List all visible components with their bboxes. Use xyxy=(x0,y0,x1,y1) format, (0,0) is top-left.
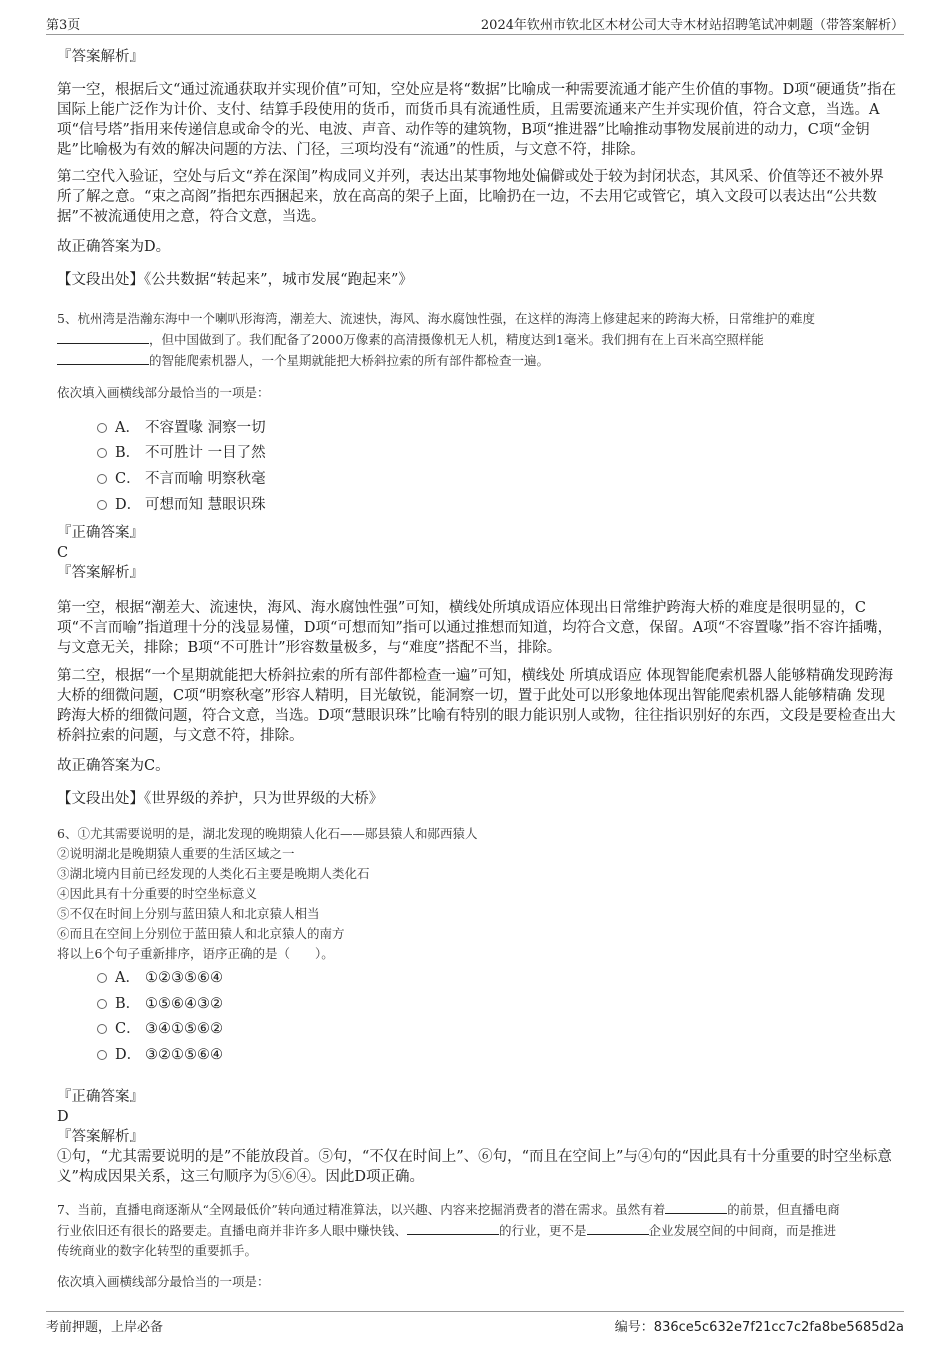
q7-prompt-block xyxy=(57,1272,897,1292)
q5-line3-text: 的智能爬索机器人，一个星期就能把大桥斜拉索的所有部件都检查一遍。 xyxy=(149,353,550,368)
q5-source-block xyxy=(57,789,897,809)
radio-icon[interactable] xyxy=(97,423,107,433)
q5-blank-1 xyxy=(57,329,149,344)
q6-answer-block xyxy=(57,1087,897,1187)
q6-line-2: ②说明湖北是晚期猿人重要的生活区域之一 xyxy=(57,846,295,861)
q5-analysis-para1-block xyxy=(57,598,897,658)
q5-analysis-para2: 第二空，根据“一个星期就能把大桥斜拉索的所有部件都检查一遍”可知，横线处 所填成语应 体现智能爬索机器人能够精确发现跨海大桥的细微问题，C项“明察秋毫”形容人精明，目光敏锐，能洞察一切，置于此处可以形象地体现出智能爬索机器人能够精确 发现跨海大桥的细微问题，符合文意，当选。D项“慧眼识珠”比喻有特别的眼力能识别人或物，往往指识别好的东西，文段是要检查出大桥斜拉索的问题，与文意不符，排除。 xyxy=(57,668,896,744)
radio-icon[interactable] xyxy=(97,1050,107,1060)
q7-blank-3 xyxy=(587,1220,649,1235)
q5-analysis-para2-block xyxy=(57,666,897,746)
q5-analysis-para1: 第一空，根据“潮差大、流速快，海风、海水腐蚀性强”可知，横线处所填成语应体现出日常维护跨海大桥的难度是很明显的，C项“不言而喻”指道理十分的浅显易懂，D项“可想而知”指可以通过推想而知道，均符合文意，保留。A项“不容置喙”指不容许插嘴，与文意无关，排除；B项“不可胜计”形容数量极多，与“难度”搭配不当，排除。 xyxy=(57,600,893,656)
q4-analysis-label-block xyxy=(57,47,897,67)
q5-conclusion-block xyxy=(57,756,897,776)
radio-icon[interactable] xyxy=(97,474,107,484)
q7-line2-text-c: 企业发展空间的中间商，而是推进 xyxy=(648,1223,837,1238)
q4-conclusion-block xyxy=(57,237,897,257)
q6-analysis-para1: ①句，“尤其需要说明的是”不能放段首。⑤句，“不仅在时间上”、⑥句，“而且在空间上”与④句的“因此具有十分重要的时空坐标意义”构成因果关系，这三句顺序为⑤⑥④。因此D项正确。 xyxy=(57,1149,892,1185)
q6-answer: D xyxy=(57,1109,69,1125)
q5-conclusion: 故正确答案为C。 xyxy=(57,758,170,774)
radio-icon[interactable] xyxy=(97,448,107,458)
q7-line1-text-b: 的前景，但直播电商 xyxy=(727,1202,840,1217)
q7-line2 xyxy=(57,1220,897,1241)
q6-line-6: ⑥而且在空间上分别位于蓝田猿人和北京猿人的南方 xyxy=(57,926,345,941)
q4-source: 【文段出处】《公共数据“转起来”，城市发展“跑起来”》 xyxy=(57,272,413,288)
q5-option-d-key: D． xyxy=(115,497,142,513)
q5-prompt-block xyxy=(57,383,897,403)
q5-answer-label: 『正确答案』 xyxy=(57,525,144,541)
footer-code-label: 编号： xyxy=(614,1320,654,1335)
q6-prompt: 将以上6个句子重新排序，语序正确的是（ ）。 xyxy=(57,946,334,961)
q5-line1: 5、杭州湾是浩瀚东海中一个喇叭形海湾，潮差大、流速快，海风、海水腐蚀性强，在这样的海湾上修建起来的跨海大桥，日常维护的难度 xyxy=(57,311,815,326)
q7-line3: 传统商业的数字化转型的重要抓手。 xyxy=(57,1243,258,1258)
q7-line1-text-a: 7、当前，直播电商逐渐从“全网最低价”转向通过精准算法，以兴趣、内容来挖掘消费者的潜在需求。虽然有着 xyxy=(57,1202,666,1217)
radio-icon[interactable] xyxy=(97,500,107,510)
q5-option-d-text: 可想而知 慧眼识珠 xyxy=(145,497,266,513)
q5-line2 xyxy=(57,329,897,350)
q6-answer-label: 『正确答案』 xyxy=(57,1089,144,1105)
q5-blank-2 xyxy=(57,350,149,365)
q5-prompt: 依次填入画横线部分最恰当的一项是： xyxy=(57,385,270,400)
q4-source-block xyxy=(57,270,897,290)
q4-analysis-para1: 第一空，根据后文“通过流通获取并实现价值”可知，空处应是将“数据”比喻成一种需要流通才能产生价值的事物。D项“硬通货”指在国际上能广泛作为计价、支付、结算手段使用的货币，而货币具有流通性质，且需要流通来产生并实现价值，符合文意，当选。A项“信号塔”指用来传递信息或命令的光、电波、声音、动作等的建筑物，B项“推进器”比喻推动事物发展前进的动力，C项“金钥匙”比喻极为有效的解决问题的方法、门径，三项均没有“流通”的性质，与文意不符，排除。 xyxy=(57,82,897,158)
q5-question xyxy=(57,309,897,371)
q6-option-a[interactable] xyxy=(97,968,223,988)
q5-option-b-key: B． xyxy=(115,445,141,461)
q4-analysis-para1-block xyxy=(57,80,897,160)
q5-line2-text: ，但中国做到了。我们配备了2000万像素的高清摄像机无人机，精度达到1毫米。我们拥有在上百米高空照样能 xyxy=(149,332,764,347)
q6-option-d[interactable] xyxy=(97,1045,223,1065)
q6-option-b-key: B． xyxy=(115,996,141,1012)
q6-line-3: ③湖北境内目前已经发现的人类化石主要是晚期人类化石 xyxy=(57,866,370,881)
q6-line-5: ⑤不仅在时间上分别与蓝田猿人和北京猿人相当 xyxy=(57,906,320,921)
q7-prompt: 依次填入画横线部分最恰当的一项是： xyxy=(57,1274,270,1289)
footer-code-value: 836ce5c632e7f21cc7c2fa8be5685d2a xyxy=(653,1320,904,1335)
q7-line1 xyxy=(57,1199,897,1220)
q5-option-b[interactable] xyxy=(97,443,266,463)
q5-option-c[interactable] xyxy=(97,469,266,489)
radio-icon[interactable] xyxy=(97,1024,107,1034)
q7-blank-1 xyxy=(665,1199,727,1214)
q5-answer-block xyxy=(57,523,897,583)
page-header xyxy=(46,10,904,35)
q4-conclusion: 故正确答案为D。 xyxy=(57,239,171,255)
footer-code xyxy=(615,1316,904,1335)
radio-icon[interactable] xyxy=(97,973,107,983)
q6-analysis-label: 『答案解析』 xyxy=(57,1129,144,1145)
q5-answer: C xyxy=(57,545,69,561)
q5-analysis-label: 『答案解析』 xyxy=(57,565,144,581)
q6-option-d-key: D． xyxy=(115,1047,142,1063)
q4-analysis-para2: 第二空代入验证，空处与后文“养在深闺”构成同义并列，表达出某事物地处偏僻或处于较为封闭状态，其风采、价值等还不被外界所了解之意。“束之高阁”指把东西捆起来，放在高高的架子上面，比喻扔在一边，不去用它或管它，填入文段可以表达出“公共数据”不被流通使用之意，符合文意，当选。 xyxy=(57,169,884,225)
q7-line2-text-a: 行业依旧还有很长的路要走。直播电商并非许多人眼中赚快钱、 xyxy=(57,1223,408,1238)
q5-option-c-key: C． xyxy=(115,471,141,487)
q5-option-a-text: 不容置喙 洞察一切 xyxy=(145,420,266,436)
q5-option-b-text: 不可胜计 一目了然 xyxy=(145,445,266,461)
q6-option-c-key: C． xyxy=(115,1021,141,1037)
q6-option-c-text: ③④①⑤⑥② xyxy=(145,1021,223,1037)
q6-option-a-key: A． xyxy=(115,970,140,986)
q5-source: 【文段出处】《世界级的养护，只为世界级的大桥》 xyxy=(57,791,384,807)
q7-line2-text-b: 的行业，更不是 xyxy=(499,1223,587,1238)
q4-analysis-label: 『答案解析』 xyxy=(57,49,144,65)
q6-option-b[interactable] xyxy=(97,994,223,1014)
q4-analysis-para2-block xyxy=(57,167,897,227)
q6-line-4: ④因此具有十分重要的时空坐标意义 xyxy=(57,886,258,901)
document-title: 2024年钦州市钦北区木材公司大寺木材站招聘笔试冲刺题（带答案解析） xyxy=(480,18,904,33)
q6-option-a-text: ①②③⑤⑥④ xyxy=(145,970,223,986)
q5-option-c-text: 不言而喻 明察秋毫 xyxy=(145,471,266,487)
q6-line-1: 6、①尤其需要说明的是，湖北发现的晚期猿人化石——郧县猿人和郧西猿人 xyxy=(57,826,478,841)
q5-option-a-key: A． xyxy=(115,420,140,436)
q6-question xyxy=(57,824,897,964)
footer-slogan: 考前押题，上岸必备 xyxy=(46,1320,164,1335)
q7-question xyxy=(57,1199,897,1261)
q5-line3 xyxy=(57,350,897,371)
q5-option-a[interactable] xyxy=(97,418,266,438)
q7-blank-2 xyxy=(407,1220,499,1235)
q6-option-b-text: ①⑤⑥④③② xyxy=(145,996,223,1012)
page-footer xyxy=(46,1311,904,1336)
q6-option-c[interactable] xyxy=(97,1019,223,1039)
page-number: 第3页 xyxy=(46,18,81,33)
radio-icon[interactable] xyxy=(97,999,107,1009)
q5-option-d[interactable] xyxy=(97,495,266,515)
q6-option-d-text: ③②①⑤⑥④ xyxy=(145,1047,223,1063)
